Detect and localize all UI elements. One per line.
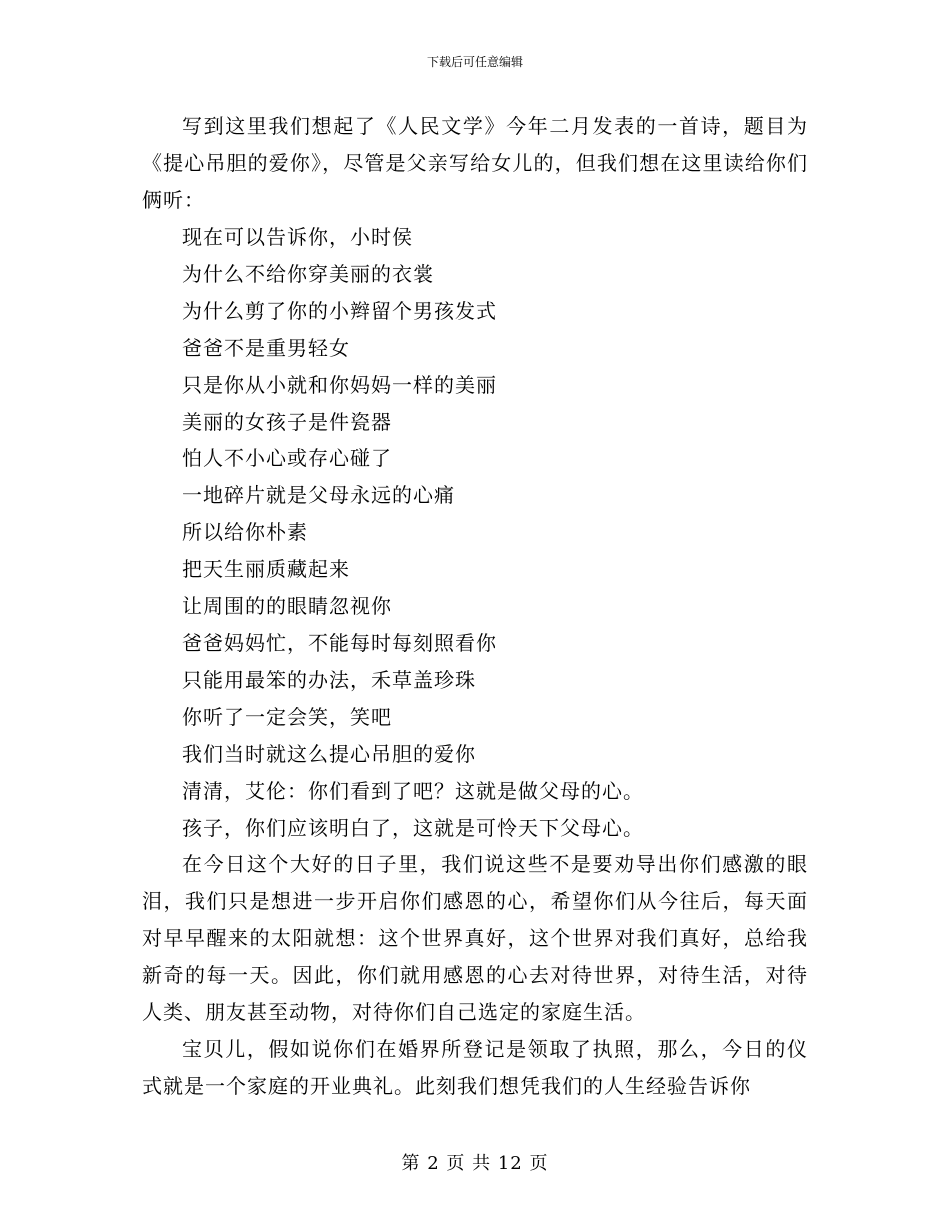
poem-line: 清清，艾伦：你们看到了吧？这就是做父母的心。 (182, 778, 644, 803)
poem-line: 一地碎片就是父母永远的心痛 (182, 483, 455, 508)
poem-line: 把天生丽质藏起来 (182, 557, 350, 582)
poem-line: 爸爸妈妈忙，不能每时每刻照看你 (182, 630, 497, 655)
poem-line: 怕人不小心或存心碰了 (182, 446, 392, 471)
paragraph-ceremony: 宝贝儿，假如说你们在婚界所登记是领取了执照，那么，今日的仪式就是一个家庭的开业典礼。此刻我们想凭我们的人生经验告诉你 (142, 1037, 808, 1099)
poem-line: 孩子，你们应该明白了，这就是可怜天下父母心。 (182, 815, 644, 840)
poem-line: 为什么剪了你的小辫留个男孩发式 (182, 298, 497, 323)
page-footer: 第 2 页 共 12 页 (401, 1153, 549, 1174)
paragraph-intro: 写到这里我们想起了《人民文学》今年二月发表的一首诗，题目为《提心吊胆的爱你》，尽管是父亲写给女儿的，但我们想在这里读给你们俩听： (142, 114, 808, 212)
poem-line: 美丽的女孩子是件瓷器 (182, 409, 392, 434)
document-body (142, 108, 808, 1105)
poem-line: 只是你从小就和你妈妈一样的美丽 (182, 372, 497, 397)
poem-line: 爸爸不是重男轻女 (182, 335, 350, 360)
poem-line: 为什么不给你穿美丽的衣裳 (182, 261, 434, 286)
poem-block (142, 219, 808, 846)
poem-line: 只能用最笨的办法，禾草盖珍珠 (182, 667, 476, 692)
poem-line: 我们当时就这么提心吊胆的爱你 (182, 741, 476, 766)
paragraph-gratitude: 在今日这个大好的日子里，我们说这些不是要劝导出你们感激的眼泪，我们只是想进一步开启你们感恩的心，希望你们从今往后，每天面对早早醒来的太阳就想：这个世界真好，这个世界对我们真好，总给我新奇的每一天。因此，你们就用感恩的心去对待世界，对待生活，对待人类、朋友甚至动物，对待你们自己选定的家庭生活。 (142, 852, 808, 1025)
poem-line: 所以给你朴素 (182, 520, 308, 545)
poem-line: 现在可以告诉你，小时侯 (182, 225, 413, 249)
poem-line: 你听了一定会笑，笑吧 (182, 704, 392, 729)
page-header: 下载后可任意编辑 (426, 55, 523, 69)
poem-line: 让周围的的眼睛忽视你 (182, 594, 392, 619)
